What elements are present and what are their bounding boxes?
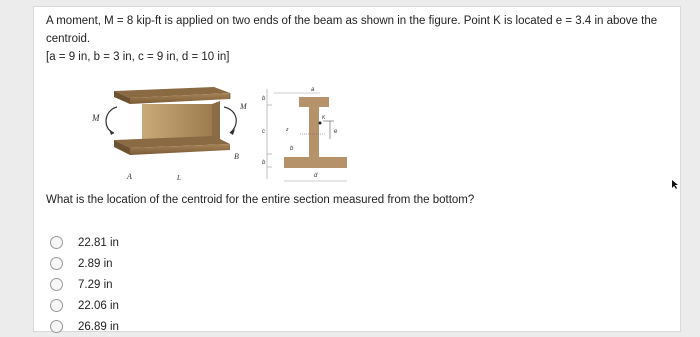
axis-z-label: z [286, 127, 289, 133]
moment-right-icon [224, 107, 236, 135]
answer-option-label: 22.06 in [78, 299, 119, 312]
answer-option-label: 26.89 in [78, 320, 119, 333]
dim-d-label: d [314, 173, 318, 179]
answer-option[interactable] [50, 316, 119, 337]
answer-option[interactable] [50, 253, 119, 274]
dim-b-bottom-label: b [262, 160, 266, 166]
answer-option[interactable] [50, 274, 119, 295]
dim-e-label: e [334, 129, 338, 135]
point-k-label: K [322, 115, 326, 121]
beam-3d [114, 87, 230, 155]
radio-button[interactable] [50, 236, 63, 249]
radio-button[interactable] [50, 257, 63, 270]
dim-a-label: a [311, 87, 315, 93]
dim-c-label: c [262, 129, 265, 135]
answer-option-label: 2.89 in [78, 257, 113, 270]
answer-option-label: 7.29 in [78, 278, 113, 291]
end-b-label: B [234, 152, 239, 161]
moment-right-label: M [240, 102, 247, 111]
question-text: What is the location of the centroid for the entire section measured from the bottom? [46, 194, 475, 206]
moment-left-icon [106, 107, 117, 135]
cross-section [267, 89, 347, 181]
problem-statement [46, 12, 676, 66]
answer-option[interactable] [50, 232, 119, 253]
moment-left-label: M [92, 113, 100, 123]
beam-figure [54, 77, 374, 189]
radio-button[interactable] [50, 320, 63, 333]
length-label: L [177, 174, 181, 182]
dim-b-web-label: b [290, 146, 294, 152]
problem-dimensions: [a = 9 in, b = 3 in, c = 9 in, d = 10 in] [46, 51, 230, 63]
problem-text: A moment, M = 8 kip-ft is applied on two ends of the beam as shown in the figure. Point K is located e = 3.4 in above the centroid. [46, 15, 658, 45]
radio-button[interactable] [50, 299, 63, 312]
end-a-label: A [127, 172, 132, 181]
question-card [33, 6, 681, 332]
answer-option-label: 22.81 in [78, 236, 119, 249]
mouse-pointer-icon [672, 180, 680, 190]
radio-button[interactable] [50, 278, 63, 291]
dim-b-top-label: b [262, 96, 266, 102]
answer-options [50, 232, 119, 337]
answer-option[interactable] [50, 295, 119, 316]
